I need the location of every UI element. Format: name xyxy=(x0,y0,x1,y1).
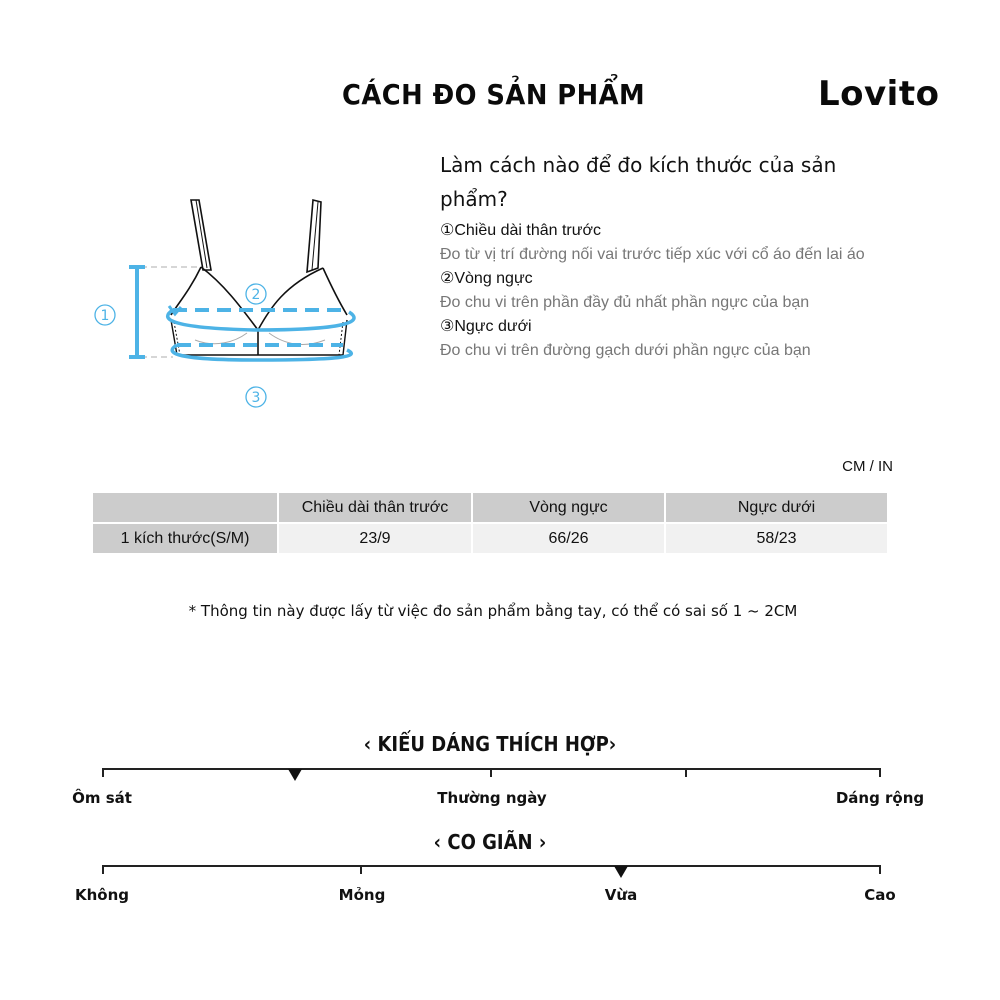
table-header-cell: Chiều dài thân trước xyxy=(279,493,471,522)
stretch-label-medium: Vừa xyxy=(604,886,638,904)
step-title-length: ①Chiều dài thân trước xyxy=(440,222,601,239)
svg-text:1: 1 xyxy=(100,308,110,324)
fit-scale-tick xyxy=(685,768,687,777)
fit-scale-tick xyxy=(102,768,104,777)
bra-illustration-icon xyxy=(85,190,385,420)
table-row xyxy=(93,524,887,553)
stretch-selected-marker-icon xyxy=(614,866,628,878)
table-cell: 66/26 xyxy=(473,524,664,553)
svg-text:2: 2 xyxy=(251,287,261,303)
svg-text:3: 3 xyxy=(251,390,261,406)
stretch-label-thin: Mỏng xyxy=(338,886,386,904)
stretch-label-none: Không xyxy=(74,886,130,904)
fit-label-tight: Ôm sát xyxy=(72,789,132,807)
unit-label: CM / IN xyxy=(842,458,893,475)
step-desc-bust: Đo chu vi trên phần đầy đủ nhất phần ngực của bạn xyxy=(440,294,810,311)
bra-measurement-diagram xyxy=(85,190,385,420)
measurement-note: * Thông tin này được lấy từ việc đo sản phẩm bằng tay, có thể có sai số 1 ~ 2CM xyxy=(188,602,798,620)
step-title-underbust: ③Ngực dưới xyxy=(440,318,532,335)
table-header-cell xyxy=(93,493,277,522)
stretch-scale-tick xyxy=(360,865,362,874)
fit-scale-title: ‹ KIỂU DÁNG THÍCH HỢP› xyxy=(363,732,617,756)
brand-logo: Lovito xyxy=(818,74,940,114)
measure-question: Làm cách nào để đo kích thước của sản phẩm? xyxy=(440,153,837,211)
table-cell: 23/9 xyxy=(279,524,471,553)
step-desc-length: Đo từ vị trí đường nối vai trước tiếp xúc với cổ áo đến lai áo xyxy=(440,246,865,263)
fit-label-regular: Thường ngày xyxy=(437,789,547,807)
size-name-cell: 1 kích thước(S/M) xyxy=(93,524,277,553)
table-header-cell: Ngực dưới xyxy=(666,493,887,522)
fit-scale-tick xyxy=(879,768,881,777)
table-header-row xyxy=(93,493,887,522)
table-cell: 58/23 xyxy=(666,524,887,553)
page-title: CÁCH ĐO SẢN PHẨM xyxy=(342,78,646,111)
stretch-label-high: Cao xyxy=(864,886,896,904)
stretch-scale-tick xyxy=(879,865,881,874)
size-table xyxy=(91,491,889,555)
stretch-scale-line xyxy=(102,865,881,867)
fit-scale-tick xyxy=(490,768,492,777)
stretch-scale-title: ‹ CO GIÃN › xyxy=(433,830,547,854)
stretch-scale-tick xyxy=(102,865,104,874)
fit-label-loose: Dáng rộng xyxy=(835,789,925,807)
table-header-cell: Vòng ngực xyxy=(473,493,664,522)
measurement-steps xyxy=(440,220,940,364)
fit-selected-marker-icon xyxy=(288,769,302,781)
step-title-bust: ②Vòng ngực xyxy=(440,270,533,287)
step-desc-underbust: Đo chu vi trên đường gạch dưới phần ngực của bạn xyxy=(440,342,811,359)
